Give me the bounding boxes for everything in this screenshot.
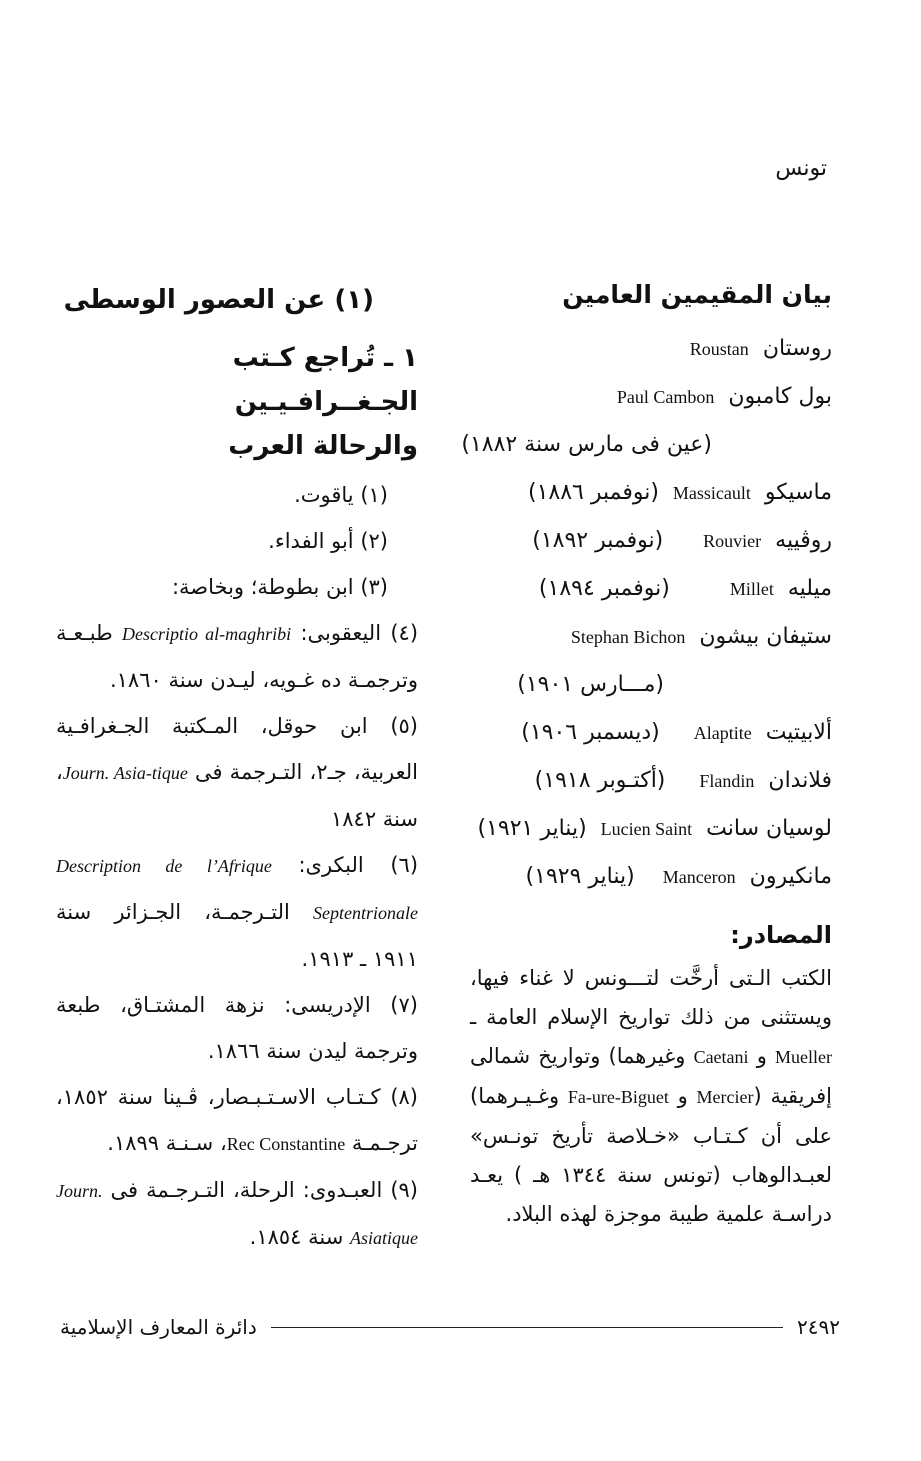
governor-latin: Paul Cambon <box>616 387 715 407</box>
entry-latin: Rec Constantine <box>226 1134 346 1154</box>
governor-latin: Lucien Saint <box>600 819 693 839</box>
reference-entry <box>56 703 418 842</box>
governor-row <box>470 565 832 613</box>
reference-entry: (١) ياقوت. <box>294 483 388 507</box>
governor-arabic: ماسيكو <box>764 480 832 505</box>
reference-entry <box>56 1074 418 1167</box>
governor-arabic: ستيفان بيشون <box>699 624 832 649</box>
governor-arabic: ميليه <box>787 576 832 601</box>
sources-text: وغـيـرهما) على أن كـتـاب «خـلاصة تأريخ تونـس» لعبـدالوهاب (تونس سنة ١٣٤٤ هـ ) يعـد دراسـة علمية طيبة موجزة لهذه البلاد. <box>470 1084 832 1226</box>
governor-latin: Rouvier <box>703 531 762 551</box>
entry-text: ، سـنـة ١٨٩٩. <box>107 1131 227 1155</box>
governor-latin: Alaptite <box>693 723 752 743</box>
right-column <box>461 280 832 1234</box>
governor-latin: Roustan <box>689 339 749 359</box>
governor-date: (يناير ١٩٢٩) <box>525 864 635 889</box>
governor-latin: Flandin <box>699 771 755 791</box>
reference-entry: (٢) أبو الفداء. <box>268 529 388 553</box>
entry-text: (٩) العبـدوى: الرحلة، التـرجـمة فى <box>102 1178 418 1202</box>
governor-row <box>470 373 832 421</box>
governor-arabic: ألابيتيت <box>765 720 832 745</box>
publication-title: دائرة المعارف الإسلامية <box>60 1315 257 1339</box>
entry-text: طبـعـة وترجمـة ده غـويه، ليـدن سنة ١٨٦٠. <box>56 621 418 692</box>
governor-arabic: فلاندان <box>768 768 832 793</box>
sources-text: الكتب الـتى أرخَّت لتـــونس لا غناء فيها، ويستثنى من ذلك تواريخ الإسلام العامة ـ <box>470 966 832 1029</box>
governor-row <box>470 805 832 853</box>
governor-row <box>470 709 832 757</box>
governor-date: (نوفمبر ١٨٨٦) <box>527 480 659 505</box>
governor-date: (يناير ١٩٢١) <box>477 816 587 841</box>
reference-entry <box>56 1167 418 1261</box>
entry-text: سنة ١٨٥٤. <box>249 1225 350 1249</box>
page-footer <box>60 1310 840 1344</box>
governor-arabic: روستان <box>762 336 832 361</box>
reference-entry <box>56 842 418 982</box>
entry-text: (٦) البكرى: <box>271 853 419 877</box>
reference-entry <box>56 610 418 703</box>
entry-latin: Journ. Asia-tique <box>62 763 188 783</box>
subsection-heading: والرحالة العرب <box>228 431 418 461</box>
governor-row <box>470 325 832 373</box>
governor-latin: Manceron <box>662 867 736 887</box>
entry-text: (٥) ابن حوقل، المـكتبة الجـغرافـية العربية، جـ٢، التـرجمة فى <box>56 714 418 784</box>
entry-text: التـرجمـة، الجـزائر سنة ١٩١١ ـ ١٩١٣. <box>56 900 418 971</box>
governor-row <box>470 757 832 805</box>
governor-row <box>470 613 832 661</box>
governor-row <box>470 469 832 517</box>
sources-text: وغيرهما) وتواريخ شمالى إفريقية ( <box>470 1044 832 1108</box>
running-head: تونس <box>775 156 827 181</box>
entry-text: (٨) كـتـاب الاسـتـبـصار، ڤـينا سنة ١٨٥٢، ترجـمـة <box>56 1085 418 1155</box>
governor-row <box>470 661 832 709</box>
entry-text: (٤) اليعقوبى: <box>291 621 419 645</box>
governor-latin: Massicault <box>672 483 751 503</box>
governors-heading: بيان المقيمين العامين <box>562 280 832 309</box>
governor-arabic: مانكيرون <box>749 864 832 889</box>
governor-row <box>461 421 832 469</box>
left-column <box>56 280 418 1261</box>
sources-latin: Mueller <box>775 1047 832 1067</box>
sources-latin: Caetani <box>693 1047 749 1067</box>
governor-latin: Millet <box>729 579 774 599</box>
governor-date: (مـــارس ١٩٠١) <box>517 672 664 697</box>
subsection-heading: ١ ـ تُراجع كـتب الجـغــرافـيـين <box>232 343 418 417</box>
entry-latin: Descriptio al-maghribi <box>122 624 292 644</box>
governor-date: (عين فى مارس سنة ١٨٨٢) <box>461 432 712 457</box>
governor-date: (نوفمبر ١٨٩٢) <box>532 528 664 553</box>
governor-arabic: بول كامبون <box>728 384 832 409</box>
governor-arabic: روڤييه <box>775 528 832 553</box>
governor-row <box>470 517 832 565</box>
entry-latin: Journ. Asiatique <box>56 1181 418 1248</box>
sources-paragraph <box>470 959 832 1234</box>
sources-heading: المصادر: <box>730 921 832 949</box>
sources-latin: Mercier <box>696 1087 754 1107</box>
page-number: ٢٤٩٢ <box>797 1315 840 1339</box>
entry-text: ، سنة ١٨٤٢ <box>56 760 418 831</box>
governor-latin: Stephan Bichon <box>570 627 686 647</box>
governor-date: (أكتـوبر ١٩١٨) <box>534 768 666 793</box>
entry-latin: Description de l’Afrique Septentrionale <box>56 856 418 923</box>
governor-date: (نوفمبر ١٨٩٤) <box>538 576 670 601</box>
reference-entry: (٧) الإدريسى: نزهة المشتـاق، طبعة وترجمة ليدن سنة ١٨٦٦. <box>56 993 418 1063</box>
footer-rule <box>271 1327 783 1328</box>
section-heading: (١) عن العصور الوسطى <box>63 285 374 315</box>
governor-arabic: لوسيان سانت <box>706 816 832 841</box>
governor-row <box>470 853 832 901</box>
reference-entry: (٣) ابن بطوطة؛ وبخاصة: <box>171 575 388 599</box>
sources-text: و <box>668 1084 697 1108</box>
sources-text: و <box>748 1044 775 1068</box>
governor-date: (ديسمبر ١٩٠٦) <box>521 720 660 745</box>
sources-latin: Fa-ure-Biguet <box>567 1087 669 1107</box>
